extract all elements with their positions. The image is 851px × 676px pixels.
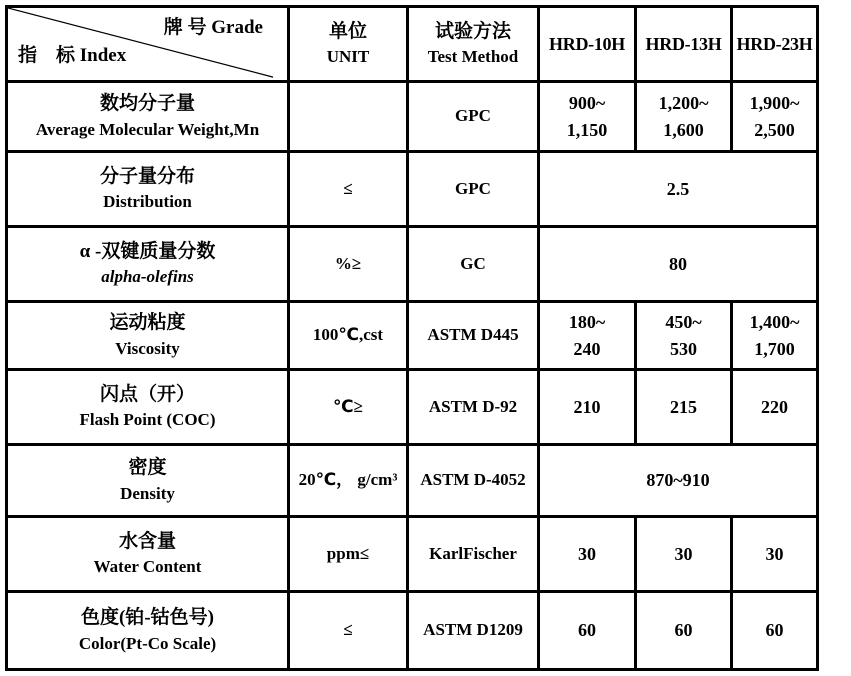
row-label-en: Average Molecular Weight,Mn (35, 119, 260, 139)
value-cell: 30 (636, 517, 732, 592)
row-label-en: Density (120, 483, 175, 503)
row-label-cell (7, 227, 289, 302)
row-label-zh: 数均分子量 (99, 93, 195, 115)
row-label-zh: 闪点（开） (99, 383, 195, 405)
unit-header-en: UNIT (326, 47, 370, 67)
value-line: 180~ (568, 312, 606, 333)
row-label-cell (7, 82, 289, 152)
row-label-en: Flash Point (COC) (79, 410, 216, 430)
unit-cell: ℃≥ (289, 370, 408, 445)
table-row (7, 302, 818, 370)
unit-cell: %≥ (289, 227, 408, 302)
method-cell: ASTM D-92 (408, 370, 539, 445)
table-row (7, 227, 818, 302)
value-cell: 60 (636, 592, 732, 670)
row-label-zh: 运动粘度 (109, 312, 186, 334)
value-line: 1,200~ (658, 93, 709, 114)
grade-header-hrd-23h: HRD-23H (732, 7, 818, 82)
method-cell: GPC (408, 152, 539, 227)
unit-cell: 20℃， g/cm³ (289, 445, 408, 517)
value-line: 1,700 (754, 338, 795, 359)
unit-cell: ≤ (289, 152, 408, 227)
value-cell: 30 (732, 517, 818, 592)
row-label-cell (7, 517, 289, 592)
value-cell (539, 302, 636, 370)
value-cell (732, 82, 818, 152)
header-row (7, 7, 818, 82)
method-header-zh: 试验方法 (434, 20, 511, 42)
value-cell: 60 (732, 592, 818, 670)
value-line: 900~ (568, 93, 606, 114)
method-cell: ASTM D445 (408, 302, 539, 370)
value-line: 2,500 (754, 119, 795, 140)
unit-header-cell (289, 7, 408, 82)
value-cell (636, 82, 732, 152)
value-cell (732, 302, 818, 370)
row-label-en: Distribution (103, 192, 192, 212)
value-line: 530 (670, 338, 697, 359)
row-label-zh: 色度(铂-钴色号) (81, 607, 214, 629)
row-label-zh: 水含量 (118, 530, 176, 552)
unit-cell: 100℃,cst (289, 302, 408, 370)
table-row (7, 370, 818, 445)
value-cell: 215 (636, 370, 732, 445)
value-line: 1,900~ (749, 93, 800, 114)
value-cell: 220 (732, 370, 818, 445)
row-label-cell (7, 592, 289, 670)
row-label-en: Color(Pt-Co Scale) (78, 633, 217, 653)
row-label-zh: 密度 (128, 457, 167, 479)
merged-value-cell: 2.5 (539, 152, 818, 227)
method-header-cell (408, 7, 539, 82)
table-row (7, 152, 818, 227)
row-label-zh: 分子量分布 (99, 165, 195, 187)
value-line: 450~ (665, 312, 702, 333)
method-cell: GPC (408, 82, 539, 152)
method-cell: KarlFischer (408, 517, 539, 592)
row-label-cell (7, 445, 289, 517)
row-label-en: alpha-olefins (101, 267, 194, 287)
method-cell: ASTM D-4052 (408, 445, 539, 517)
grade-header-hrd-13h: HRD-13H (636, 7, 732, 82)
unit-cell: ppm≤ (289, 517, 408, 592)
method-cell: GC (408, 227, 539, 302)
value-cell (636, 302, 732, 370)
grade-header-hrd-10h: HRD-10H (539, 7, 636, 82)
product-spec-table (5, 5, 819, 671)
merged-value-cell: 80 (539, 227, 818, 302)
merged-value-cell: 870~910 (539, 445, 818, 517)
row-label-en: Viscosity (115, 338, 180, 358)
table-row (7, 445, 818, 517)
value-cell (539, 82, 636, 152)
table-row (7, 517, 818, 592)
grade-axis-label: 牌 号 Grade (163, 17, 263, 38)
method-cell: ASTM D1209 (408, 592, 539, 670)
unit-cell (289, 82, 408, 152)
value-cell: 210 (539, 370, 636, 445)
row-label-en: Water Content (93, 557, 202, 577)
table-row (7, 592, 818, 670)
corner-header-cell (7, 7, 289, 82)
unit-header-zh: 单位 (328, 20, 367, 42)
row-label-cell (7, 152, 289, 227)
index-axis-label: 指 标 Index (18, 45, 127, 67)
value-line: 1,150 (566, 119, 608, 140)
method-header-en: Test Method (427, 47, 519, 67)
value-line: 240 (573, 338, 601, 359)
row-label-zh: α -双键质量分数 (79, 240, 216, 262)
table-row (7, 82, 818, 152)
value-line: 1,600 (663, 119, 704, 140)
row-label-cell (7, 302, 289, 370)
row-label-cell (7, 370, 289, 445)
value-line: 1,400~ (749, 312, 800, 333)
value-cell: 60 (539, 592, 636, 670)
unit-cell: ≤ (289, 592, 408, 670)
value-cell: 30 (539, 517, 636, 592)
